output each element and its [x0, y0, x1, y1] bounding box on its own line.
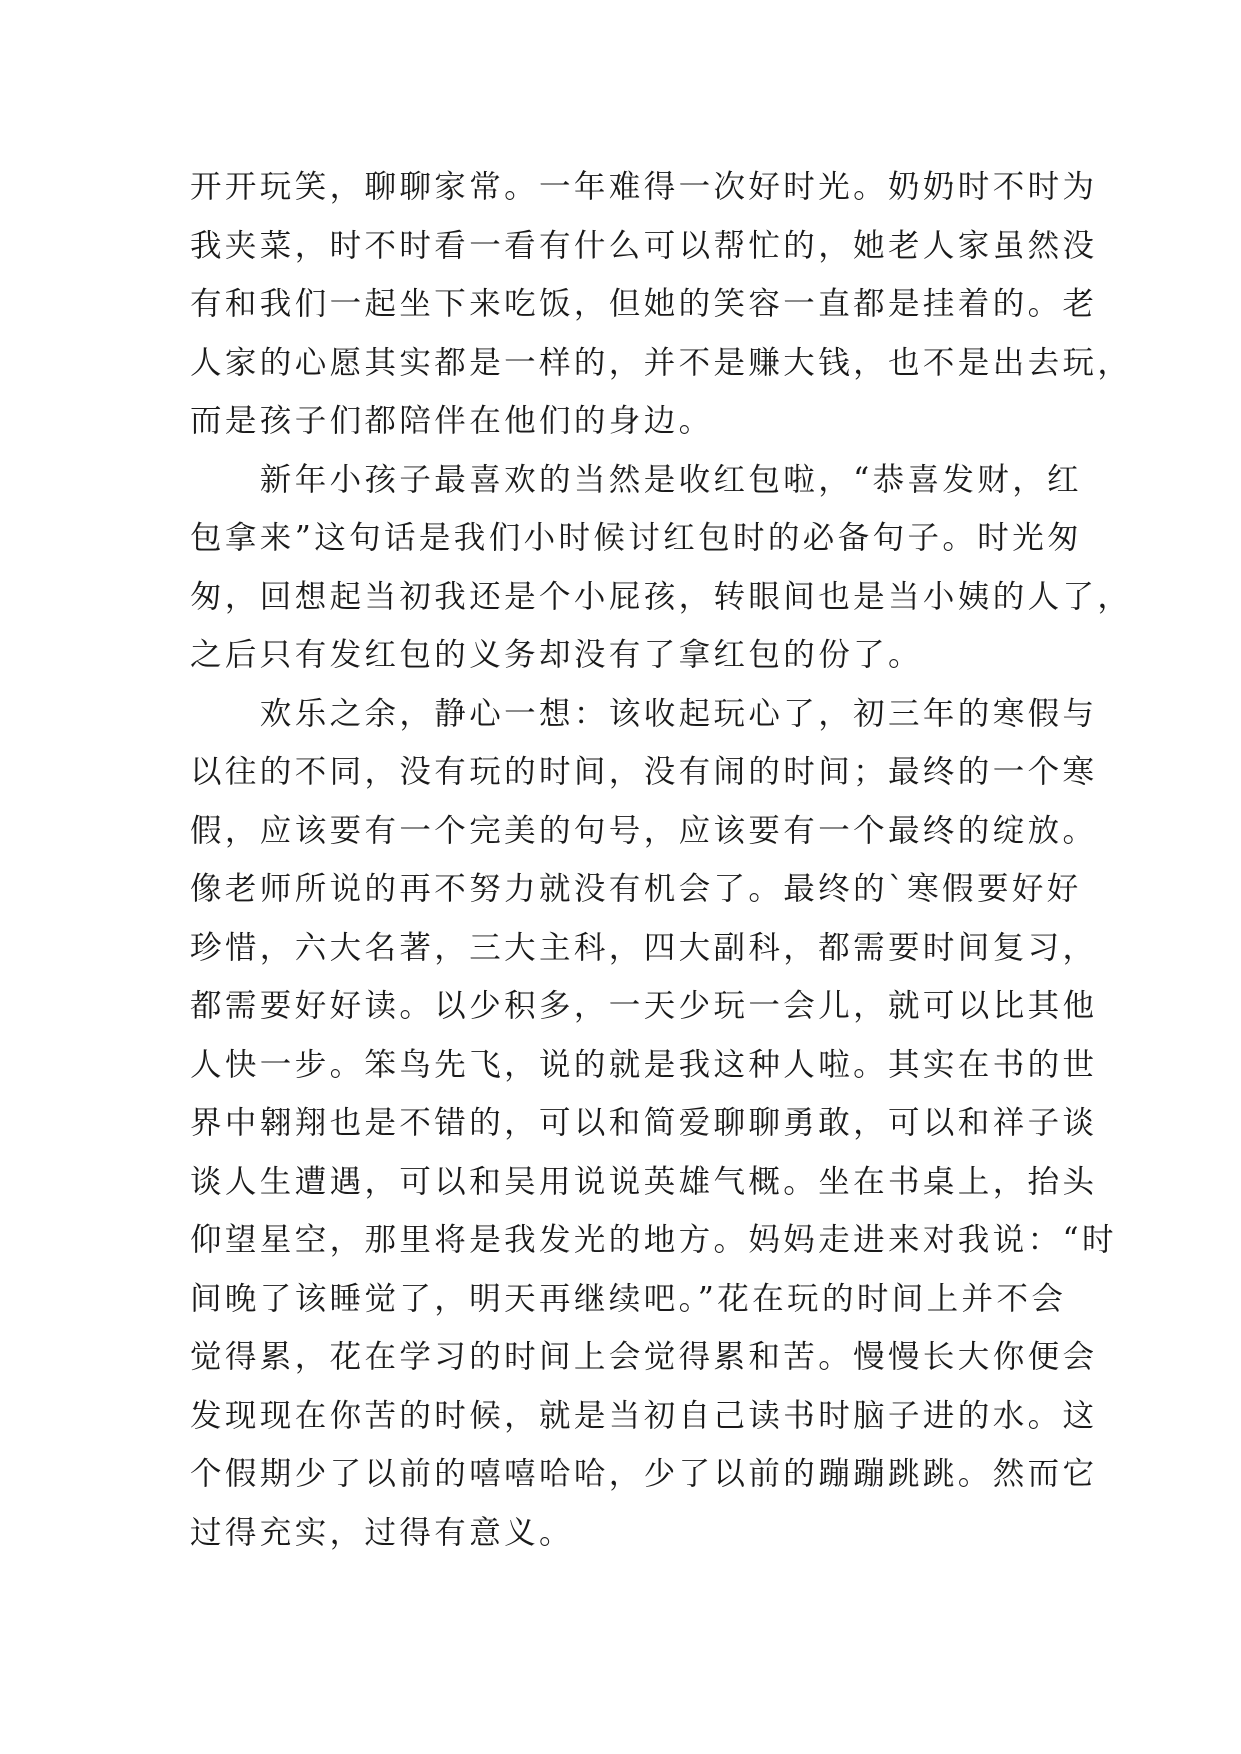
text-line: 间晚了该睡觉了，明天再继续吧。”花在玩的时间上并不会: [190, 1280, 1067, 1317]
text-line: 新年小孩子最喜欢的当然是收红包啦，“恭喜发财，红: [190, 461, 1083, 498]
text-line: 发现现在你苦的时候，就是当初自己读书时脑子进的水。这: [190, 1397, 1098, 1434]
text-line: 谈人生遭遇，可以和吴用说说英雄气概。坐在书桌上，抬头: [190, 1163, 1098, 1200]
text-line: 包拿来”这句话是我们小时候讨红包时的必备句子。时光匆: [190, 520, 1083, 556]
text-line: 假，应该要有一个完美的句号，应该要有一个最终的绽放。: [190, 812, 1098, 849]
text-line: 像老师所说的再不努力就没有机会了。最终的`寒假要好好: [190, 871, 1082, 907]
text-line: 人家的心愿其实都是一样的，并不是赚大钱，也不是出去玩，: [190, 344, 1133, 381]
text-line: 有和我们一起坐下来吃饭，但她的笑容一直都是挂着的。老: [190, 286, 1098, 322]
text-line: 个假期少了以前的嘻嘻哈哈，少了以前的蹦蹦跳跳。然而它: [190, 1456, 1098, 1492]
text-line: 人快一步。笨鸟先飞，说的就是我这种人啦。其实在书的世: [190, 1046, 1098, 1083]
text-line: 而是孩子们都陪伴在他们的身边。: [190, 403, 714, 439]
text-line: 过得充实，过得有意义。: [190, 1514, 574, 1551]
body-text: [190, 158, 1133, 1562]
text-line: 开开玩笑，聊聊家常。一年难得一次好时光。奶奶时不时为: [190, 169, 1098, 205]
text-line: 欢乐之余，静心一想：该收起玩心了，初三年的寒假与: [190, 695, 1098, 732]
text-line: 仰望星空，那里将是我发光的地方。妈妈走进来对我说：“时: [190, 1222, 1117, 1258]
text-line: 之后只有发红包的义务却没有了拿红包的份了。: [190, 637, 923, 673]
text-line: 都需要好好读。以少积多，一天少玩一会儿，就可以比其他: [190, 988, 1098, 1024]
text-line: 以往的不同，没有玩的时间，没有闹的时间；最终的一个寒: [190, 754, 1098, 790]
text-line: 我夹菜，时不时看一看有什么可以帮忙的，她老人家虽然没: [190, 227, 1098, 264]
text-line: 界中翱翔也是不错的，可以和简爱聊聊勇敢，可以和祥子谈: [190, 1105, 1098, 1141]
text-line: 觉得累，花在学习的时间上会觉得累和苦。慢慢长大你便会: [190, 1339, 1098, 1375]
text-line: 匆，回想起当初我还是个小屁孩，转眼间也是当小姨的人了，: [190, 578, 1133, 615]
text-line: 珍惜，六大名著，三大主科，四大副科，都需要时间复习，: [190, 929, 1098, 966]
